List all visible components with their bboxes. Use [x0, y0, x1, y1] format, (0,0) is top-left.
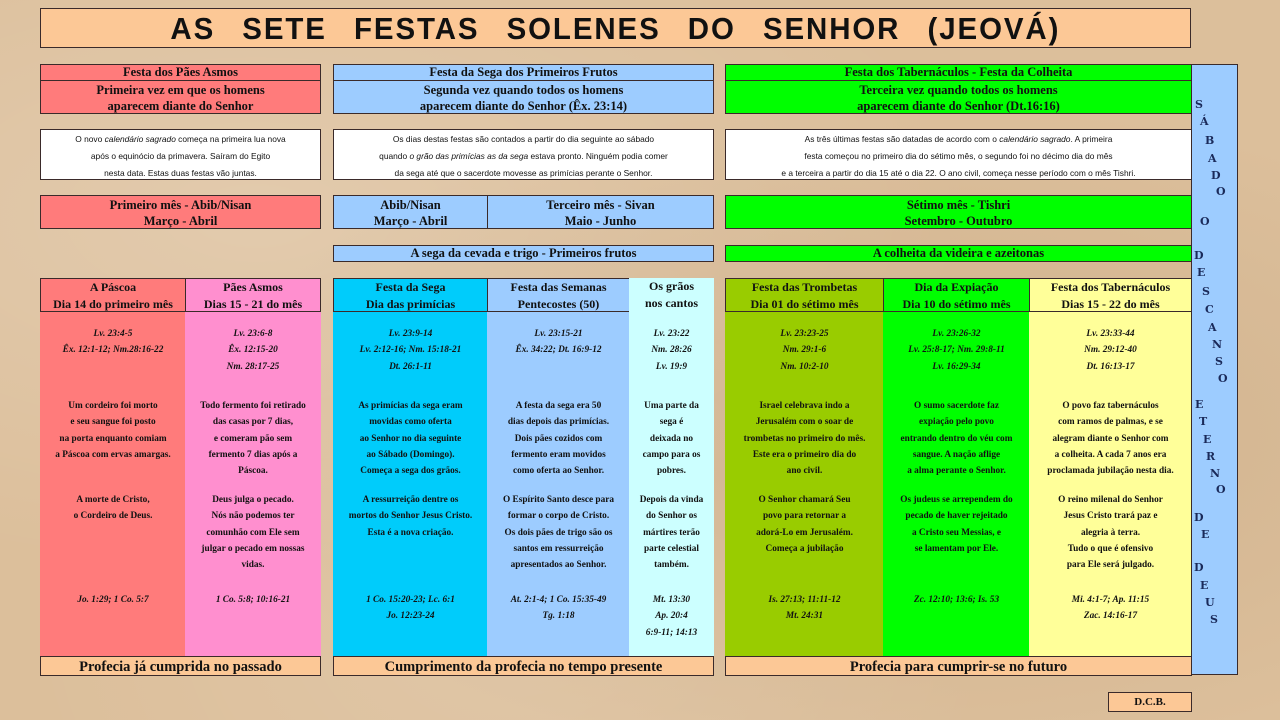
footer-past: Profecia já cumprida no passado	[40, 656, 321, 676]
feast-header-pascoa: A Páscoa Dia 14 do primeiro mês	[40, 278, 186, 312]
banner-letter: R	[1206, 450, 1216, 463]
feast-column-expiacao: Lv. 23:26-32 Lv. 25:8-17; Nm. 29:8-11 Lv. 16:29-34 O sumo sacerdote faz expiação pelo povo entrando dentro do véu com sangue. A nação aflige a alma perante o Senhor. Os judeus se arrependem do pecado de haver rejeitado a Cristo seu Messias, e se lamentam por Ele. Zc. 12:10; 13:6; Is. 53	[883, 312, 1030, 656]
banner-letter: N	[1212, 338, 1223, 351]
feast-column-graos: Lv. 23:22 Nm. 28:26 Lv. 19:9 Uma parte da sega é deixada no campo para os pobres. Depois da vinda do Senhor os mártires terão parte celestial também. Mt. 13:30 Ap. 20:4 6:9-11; 14:13	[629, 312, 714, 656]
banner-letter: S	[1210, 613, 1218, 626]
footer-present: Cumprimento da profecia no tempo presente	[333, 656, 714, 676]
section-1-name: Festa dos Pães Asmos	[40, 64, 321, 81]
harvest-vine-olives: A colheita da videira e azeitonas	[725, 245, 1192, 262]
banner-letter: E	[1201, 528, 1210, 541]
banner-letter: E	[1197, 266, 1206, 279]
section-3-intro: As três últimas festas são datadas de acordo com o calendário sagrado. A primeira festa começou no primeiro dia do sétimo mês, o segundo foi no décimo dia do mês e a terceira a partir do dia 15 até o dia 22. O ano civil, começa nesse período com o mês Tishri.	[725, 129, 1192, 180]
banner-letter: T	[1199, 415, 1208, 428]
banner-letter: U	[1205, 596, 1215, 609]
feast-header-sega: Festa da Sega Dia das primícias	[333, 278, 488, 312]
banner-letter: E	[1203, 433, 1212, 446]
section-2-name: Festa da Sega dos Primeiros Frutos	[333, 64, 714, 81]
section-2-subtitle: Segunda vez quando todos os homens aparecem diante do Senhor (Êx. 23:14)	[333, 80, 714, 114]
banner-letter: D	[1194, 511, 1204, 524]
banner-letter: O	[1216, 483, 1226, 496]
section-3-subtitle: Terceira vez quando todos os homens aparecem diante do Senhor (Dt.16:16)	[725, 80, 1192, 114]
sabbath-banner	[1191, 64, 1238, 675]
banner-letter: A	[1208, 321, 1217, 334]
banner-letter: B	[1205, 134, 1215, 147]
banner-letter: E	[1195, 398, 1204, 411]
feast-column-sega: Lv. 23:9-14 Lv. 2:12-16; Nm. 15:18-21 Dt. 26:1-11 As primícias da sega eram movidas como oferta ao Senhor no dia seguinte ao Sábado (Domingo). Começa a sega dos grãos. A ressurreição dentre os mortos do Senhor Jesus Cristo. Esta é a nova criação. 1 Co. 15:20-23; Lc. 6:1 Jo. 12:23-24	[333, 312, 488, 656]
author-signature: D.C.B.	[1108, 692, 1192, 712]
banner-letter: A	[1208, 152, 1217, 165]
feast-header-trombetas: Festa das Trombetas Dia 01 do sétimo mês	[725, 278, 884, 312]
month-box-abib: Abib/Nisan Março - Abril	[333, 195, 488, 229]
banner-letter: D	[1211, 169, 1221, 182]
banner-letter: S	[1202, 285, 1210, 298]
feast-column-trombetas: Lv. 23:23-25 Nm. 29:1-6 Nm. 10:2-10 Israel celebrava indo a Jerusalém com o soar de trombetas no primeiro do mês. Este era o primeiro dia do ano civil. O Senhor chamará Seu povo para retornar a adorá-Lo em Jerusalém. Começa a jubilação Is. 27:13; 11:11-12 Mt. 24:31	[725, 312, 884, 656]
feast-column-pascoa: Lv. 23:4-5 Êx. 12:1-12; Nm.28:16-22 Um cordeiro foi morto e seu sangue foi posto na porta enquanto comiam a Páscoa com ervas amargas. A morte de Cristo, o Cordeiro de Deus. Jo. 1:29; 1 Co. 5:7	[40, 312, 186, 656]
month-box-nisan: Primeiro mês - Abib/Nisan Março - Abril	[40, 195, 321, 229]
banner-letter: O	[1218, 372, 1228, 385]
banner-letter: D	[1194, 561, 1204, 574]
section-3-name: Festa dos Tabernáculos - Festa da Colheita	[725, 64, 1192, 81]
feast-header-semanas: Festa das Semanas Pentecostes (50)	[487, 278, 630, 312]
feast-header-tabernaculos: Festa dos Tabernáculos Dias 15 - 22 do mês	[1029, 278, 1192, 312]
banner-letter: D	[1194, 249, 1204, 262]
page-title: AS SETE FESTAS SOLENES DO SENHOR (JEOVÁ)	[40, 8, 1191, 48]
banner-letter: N	[1210, 467, 1221, 480]
section-2-intro: Os dias destas festas são contados a partir do dia seguinte ao sábado quando o grão das primícias as da sega estava pronto. Ninguém podia comer da sega até que o sacerdote movesse as primícias perante o Senhor.	[333, 129, 714, 180]
feast-header-graos: Os grãos nos cantos	[629, 278, 714, 312]
banner-letter: S	[1215, 355, 1223, 368]
month-box-tishri: Sétimo mês - Tishri Setembro - Outubro	[725, 195, 1192, 229]
month-box-sivan: Terceiro mês - Sivan Maio - Junho	[487, 195, 714, 229]
feast-column-semanas: Lv. 23:15-21 Êx. 34:22; Dt. 16:9-12 A festa da sega era 50 dias depois das primícias. Dois pães cozidos com fermento eram movidos como oferta ao Senhor. O Espírito Santo desce para formar o corpo de Cristo. Os dois pães de trigo são os santos em ressurreição apresentados ao Senhor. At. 2:1-4; 1 Co. 15:35-49 Tg. 1:18	[487, 312, 630, 656]
footer-future: Profecia para cumprir-se no futuro	[725, 656, 1192, 676]
banner-letter: C	[1205, 303, 1214, 316]
banner-letter: O	[1216, 185, 1226, 198]
banner-letter: O	[1200, 215, 1210, 228]
feast-column-tabernaculos: Lv. 23:33-44 Nm. 29:12-40 Dt. 16:13-17 O povo faz tabernáculos com ramos de palmas, e se alegram diante o Senhor com a colheita. A cada 7 anos era proclamada jubilação nesta dia. O reino milenal do Senhor Jesus Cristo trará paz e alegria à terra. Tudo o que é ofensivo para Ele será julgado. Mi. 4:1-7; Ap. 11:15 Zac. 14:16-17	[1029, 312, 1192, 656]
section-1-intro: O novo calendário sagrado começa na primeira lua nova após o equinócio da primavera. Saíram do Egito nesta data. Estas duas festas vão juntas.	[40, 129, 321, 180]
feast-column-paes-asmos: Lv. 23:6-8 Êx. 12:15-20 Nm. 28:17-25 Todo fermento foi retirado das casas por 7 dias, e comeram pão sem fermento 7 dias após a Páscoa. Deus julga o pecado. Nós não podemos ter comunhão com Ele sem julgar o pecado em nossas vidas. 1 Co. 5:8; 10:16-21	[185, 312, 321, 656]
banner-letter: S	[1195, 98, 1203, 111]
banner-letter: E	[1200, 579, 1209, 592]
feast-header-paes-asmos: Pães Asmos Dias 15 - 21 do mês	[185, 278, 321, 312]
section-1-subtitle: Primeira vez em que os homens aparecem diante do Senhor	[40, 80, 321, 114]
banner-letter: Á	[1200, 115, 1209, 128]
harvest-barley-wheat: A sega da cevada e trigo - Primeiros frutos	[333, 245, 714, 262]
feast-header-expiacao: Dia da Expiação Dia 10 do sétimo mês	[883, 278, 1030, 312]
